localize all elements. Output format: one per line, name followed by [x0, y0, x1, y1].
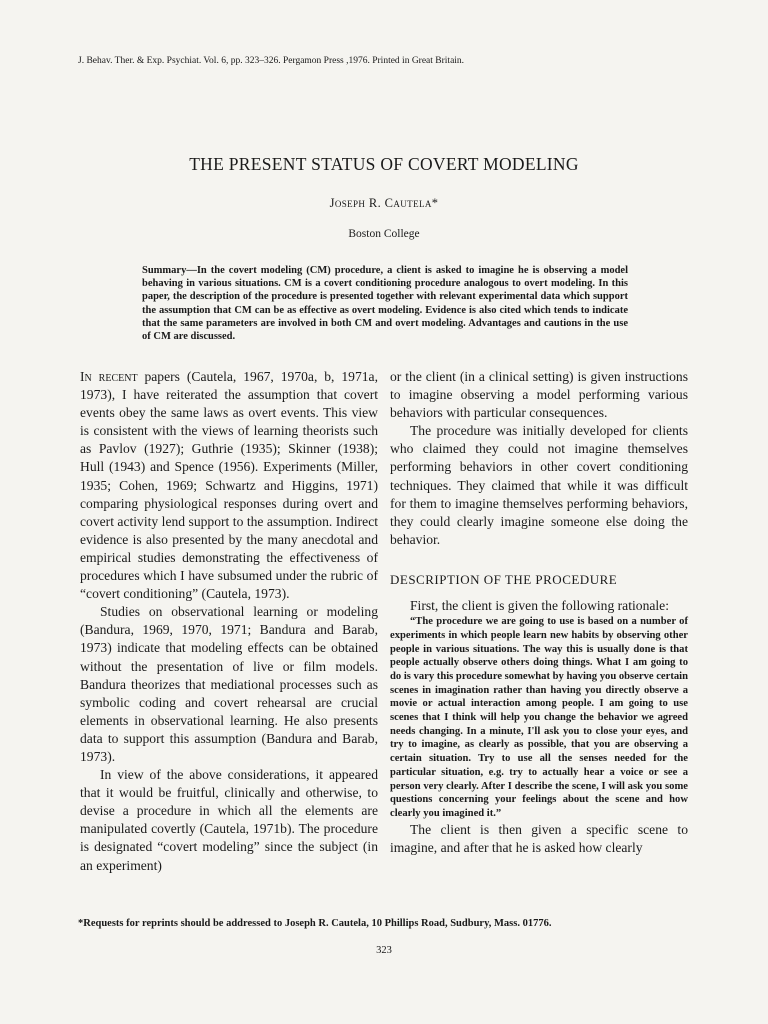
summary-text: —In the covert modeling (CM) procedure, a client is asked to imagine he is observing a model behaving in various situations. CM is a covert conditioning procedure analogous to overt modeling. In this paper, the description of the procedure is presented together with relevant experimental data which support the assumption that CM can be as effective as overt modeling. Evidence is also cited which tends to indicate that the same parameters are involved in both CM and overt modeling. Advantages and cautions in the use of CM are discussed. [142, 265, 628, 343]
summary-lead: Summary [142, 265, 187, 276]
left-paragraph-1 [80, 368, 378, 603]
left-column [80, 368, 378, 875]
author-affiliation: Boston College [348, 228, 420, 240]
article-summary [142, 264, 628, 343]
left-paragraph-2: Studies on observational learning or modeling (Bandura, 1969, 1970, 1971; Bandura and Barab, 1973) indicate that modeling effects can be obtained without the presentation of live or film models. Bandura theorizes that mediational processes such as symbolic coding and covert rehearsal are crucial elements in observational learning. He also presents data to support this assumption (Bandura and Barab, 1973). [80, 604, 378, 764]
right-paragraph-4: The client is then given a specific scene to imagine, and after that he is asked how clearly [390, 821, 688, 855]
drop-lead-words: In recent [80, 369, 138, 384]
right-paragraph-3: First, the client is given the following rationale: [410, 598, 669, 614]
section-heading: DESCRIPTION OF THE PROCEDURE [390, 571, 618, 587]
page-number: 323 [376, 945, 392, 956]
right-paragraph-1: or the client (in a clinical setting) is given instructions to imagine observing a model performing various behaviors with particular consequences. [390, 369, 688, 421]
article-author: Joseph R. Cautela* [329, 196, 439, 210]
journal-citation: J. Behav. Ther. & Exp. Psychiat. Vol. 6, pp. 323–326. Pergamon Press ,1976. Printed in Great Britain. [78, 56, 465, 66]
left-paragraph-3: In view of the above considerations, it appeared that it would be fruitful, clinically and otherwise, to devise a procedure in which all the elements are manipulated covertly (Cautela, 1971b). The procedure is designated “covert modeling” since the subject (in an experiment) [80, 767, 378, 873]
rationale-quote: “The procedure we are going to use is based on a number of experiments in which people learn new habits by observing other people in various situations. The way this is usually done is that people actually observe others doing things. What I am going to do is vary this procedure somewhat by having you observe certain scenes in imagination rather than having you directly observe a movie or actual interaction among people. I am going to use scenes that I think will help you change the behavior we agreed needs changing. In a minute, I'll ask you to close your eyes, and try to imagine, as clearly as possible, that you are observing a certain situation. Try to use all the senses needed for the particular situation, e.g. try to actually hear a voice or see a person very clearly. After I describe the scene, I will ask you some questions concerning your feelings about the scene and how clearly you imagined it.” [390, 616, 689, 819]
article-title: THE PRESENT STATUS OF COVERT MODELING [189, 154, 579, 174]
right-column [390, 368, 688, 857]
right-paragraph-2: The procedure was initially developed for clients who claimed they could not imagine themselves performing behaviors in other covert conditioning techniques. They claimed that while it was difficult for them to imagine themselves performing behaviors, they could clearly imagine someone else doing the behavior. [390, 423, 688, 547]
left-paragraph-1-text: papers (Cautela, 1967, 1970a, b, 1971a, 1973), I have reiterated the assumption that covert events obey the same laws as overt events. This view is consistent with the views of learning theorists such as Pavlov (1927); Guthrie (1935); Skinner (1938); Hull (1943) and Spence (1956). Experiments (Miller, 1935; Cohen, 1969; Schwartz and Higgins, 1971) comparing physiological responses during overt and covert activity lend support to the assumption. Indirect evidence is also presented by the many anecdotal and empirical studies demonstrating the effectiveness of procedures which I have subsumed under the rubric of “covert conditioning” (Cautela, 1973). [80, 369, 378, 602]
reprint-footnote: *Requests for reprints should be addressed to Joseph R. Cautela, 10 Phillips Road, Sudbury, Mass. 01776. [78, 918, 552, 929]
